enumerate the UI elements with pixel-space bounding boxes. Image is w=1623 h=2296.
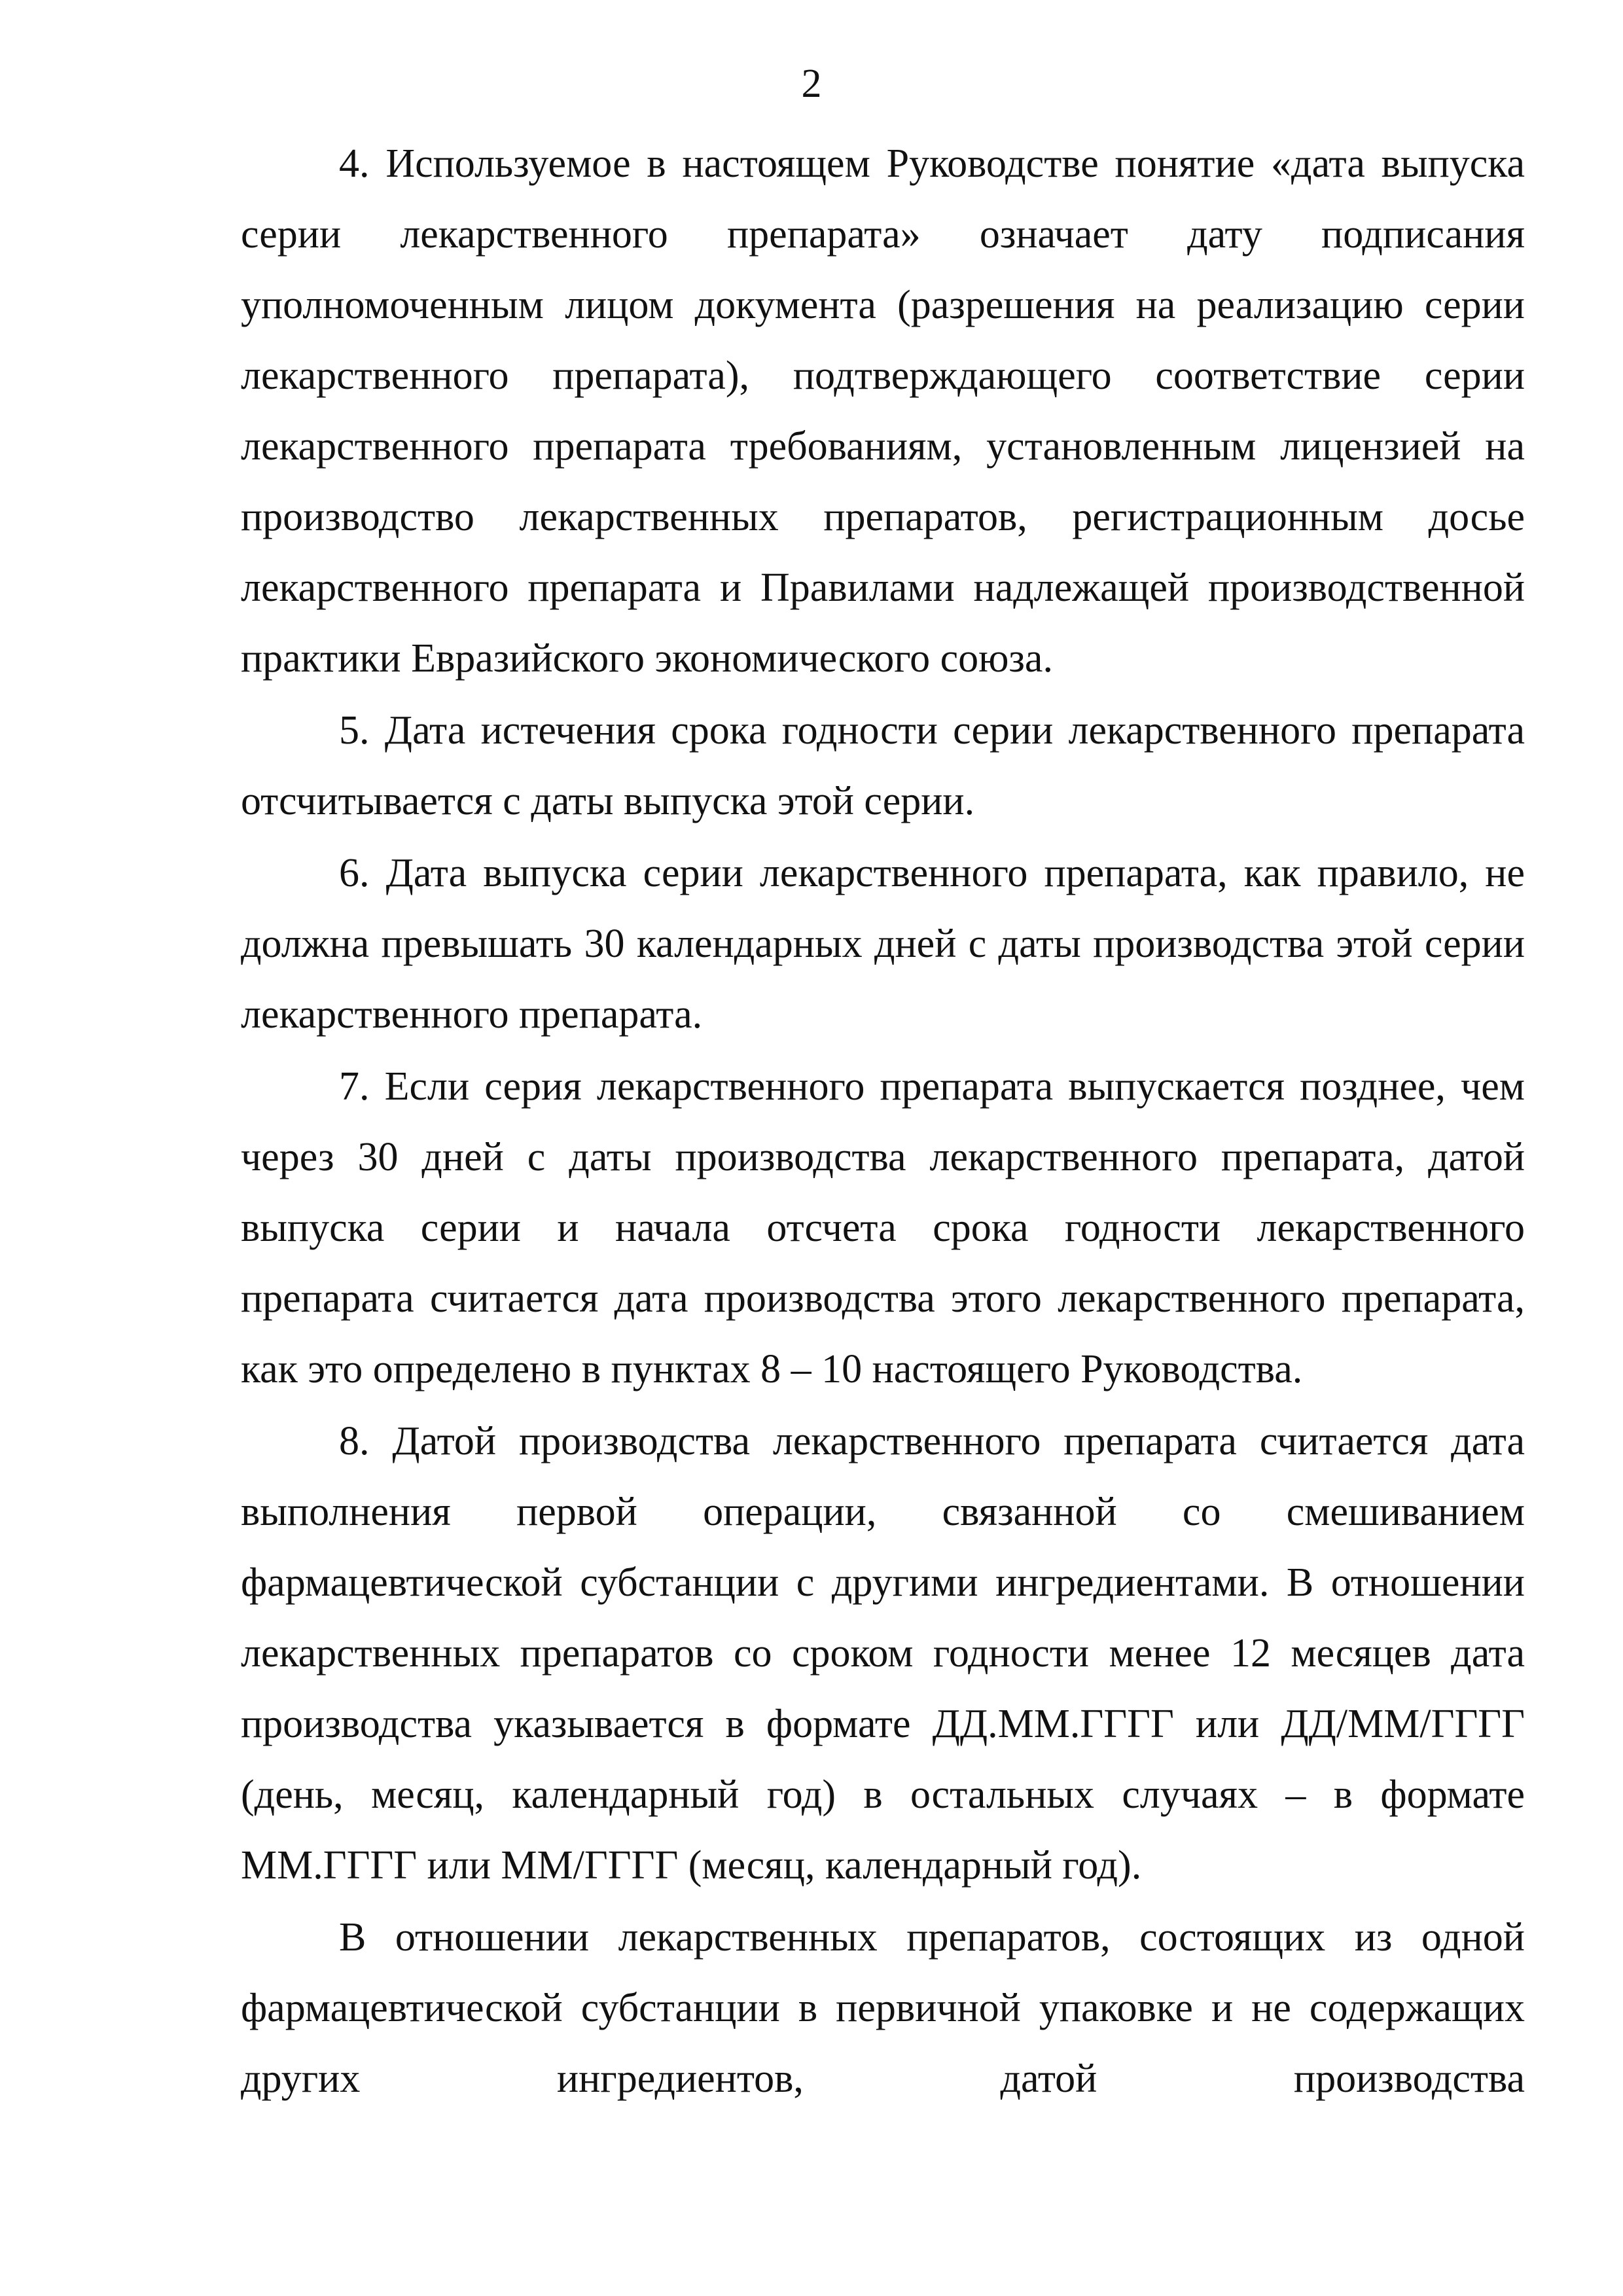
paragraph-5-expiry-date: 5. Дата истечения срока годности серии лекарственного препарата отсчитывается с даты выпуска этой серии. bbox=[241, 708, 1525, 823]
paragraph-6-release-deadline: 6. Дата выпуска серии лекарственного препарата, как правило, не должна превышать 30 календарных дней с даты производства этой серии лекарственного препарата. bbox=[241, 851, 1525, 1037]
paragraph-8-production-date: 8. Датой производства лекарственного препарата считается дата выполнения первой операции, связанной со смешиванием фармацевтической субстанции с другими ингредиентами. В отношении лекарственных препаратов со сроком годности менее 12 месяцев дата производства указывается в формате ДД.ММ.ГГГГ или ДД/ММ/ГГГГ (день, месяц, календарный год) в остальных случаях – в формате ММ.ГГГГ или ММ/ГГГГ (месяц, календарный год). bbox=[241, 1419, 1525, 1888]
paragraph-4-release-date-definition: 4. Используемое в настоящем Руководстве понятие «дата выпуска серии лекарственного препарата» означает дату подписания уполномоченным лицом документа (разрешения на реализацию серии лекарственного препарата), подтверждающего соответствие серии лекарственного препарата требованиям, установленным лицензией на производство лекарственных препаратов, регистрационным досье лекарственного препарата и Правилами надлежащей производственной практики Евразийского экономического союза. bbox=[241, 141, 1525, 681]
paragraph-7-late-release: 7. Если серия лекарственного препарата выпускается позднее, чем через 30 дней с даты производства лекарственного препарата, датой выпуска серии и начала отсчета срока годности лекарственного препарата считается дата производства этого лекарственного препарата, как это определено в пунктах 8 – 10 настоящего Руководства. bbox=[241, 1064, 1525, 1391]
paragraph-single-substance: В отношении лекарственных препаратов, состоящих из одной фармацевтической субстанции в первичной упаковке и не содержащих других ингредиентов, датой производства bbox=[241, 1915, 1525, 2101]
document-body bbox=[241, 128, 1525, 2114]
page-number: 2 bbox=[801, 62, 822, 106]
